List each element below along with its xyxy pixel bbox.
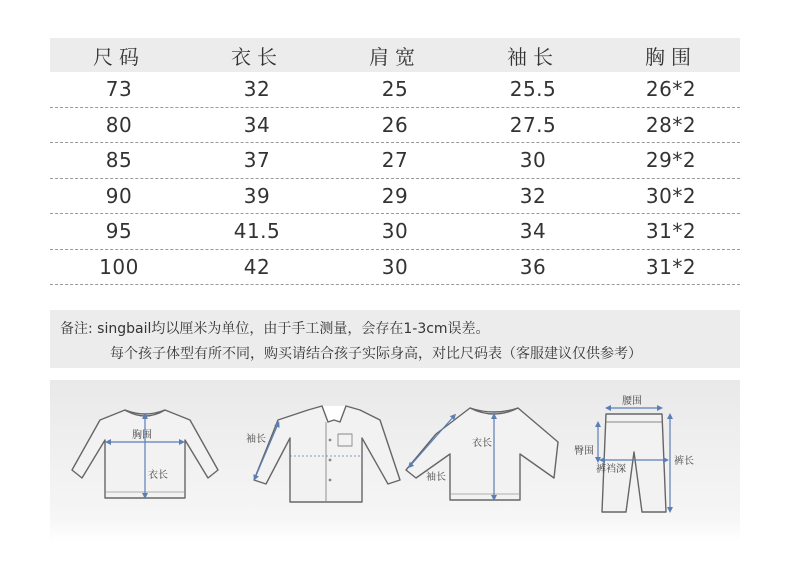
table-cell: 30*2 (645, 183, 697, 208)
pants-hip-label: 臀围 (574, 446, 594, 457)
header-sleeve: 袖长 (507, 44, 559, 69)
table-cell: 80 (105, 112, 133, 137)
table-cell: 39 (243, 183, 271, 208)
sweater-length-label: 衣长 (148, 470, 168, 481)
table-cell: 95 (105, 219, 133, 244)
table-cell: 90 (105, 183, 133, 208)
table-cell: 25.5 (509, 77, 557, 102)
table-cell: 29*2 (645, 148, 697, 173)
table-cell: 73 (105, 77, 133, 102)
header-chest: 胸围 (645, 44, 697, 69)
table-cell: 28*2 (645, 112, 697, 137)
note-line-1: 备注: singbail均以厘米为单位，由于手工测量，会存在1-3cm误差。 (60, 321, 490, 337)
pants-rise-label: 裤裆深 (596, 464, 626, 475)
table-cell: 26*2 (645, 77, 697, 102)
diagrams-svg (50, 380, 740, 542)
shirt-diagram (246, 406, 400, 502)
measurement-diagrams (50, 380, 740, 542)
table-cell: 30 (519, 148, 547, 173)
table-header (50, 38, 740, 72)
table-cell: 100 (99, 254, 139, 279)
header-shoulder: 肩宽 (369, 44, 421, 69)
table-cell: 85 (105, 148, 133, 173)
table-row (50, 179, 740, 215)
measurement-note (50, 310, 740, 368)
sweater-chest-label: 胸围 (132, 430, 152, 441)
table-cell: 27.5 (509, 112, 557, 137)
table-cell: 41.5 (233, 219, 281, 244)
table-cell: 29 (381, 183, 409, 208)
table-cell: 32 (519, 183, 547, 208)
raglan-diagram (406, 408, 558, 500)
table-cell: 34 (243, 112, 271, 137)
table-cell: 27 (381, 148, 409, 173)
table-cell: 37 (243, 148, 271, 173)
raglan-length-label: 衣长 (472, 438, 492, 449)
header-length: 衣长 (231, 44, 283, 69)
pants-length-label: 裤长 (674, 456, 694, 467)
table-cell: 32 (243, 77, 271, 102)
table-row (50, 143, 740, 179)
sweater-diagram (72, 410, 218, 498)
table-row (50, 72, 740, 108)
header-size: 尺码 (93, 44, 145, 69)
table-cell: 31*2 (645, 254, 697, 279)
size-table (50, 38, 740, 285)
shirt-sleeve-label: 袖长 (246, 434, 266, 445)
table-cell: 30 (381, 254, 409, 279)
table-cell: 25 (381, 77, 409, 102)
table-row (50, 214, 740, 250)
table-cell: 31*2 (645, 219, 697, 244)
table-cell: 26 (381, 112, 409, 137)
pants-waist-label: 腰围 (622, 396, 642, 407)
table-cell: 34 (519, 219, 547, 244)
raglan-sleeve-label: 袖长 (426, 472, 446, 483)
table-cell: 42 (243, 254, 271, 279)
pants-diagram (574, 395, 694, 512)
note-line-2: 每个孩子体型有所不同，购买请结合孩子实际身高，对比尺码表（客服建议仅供参考） (110, 346, 642, 362)
table-cell: 30 (381, 219, 409, 244)
table-row (50, 108, 740, 144)
table-cell: 36 (519, 254, 547, 279)
table-row (50, 250, 740, 286)
